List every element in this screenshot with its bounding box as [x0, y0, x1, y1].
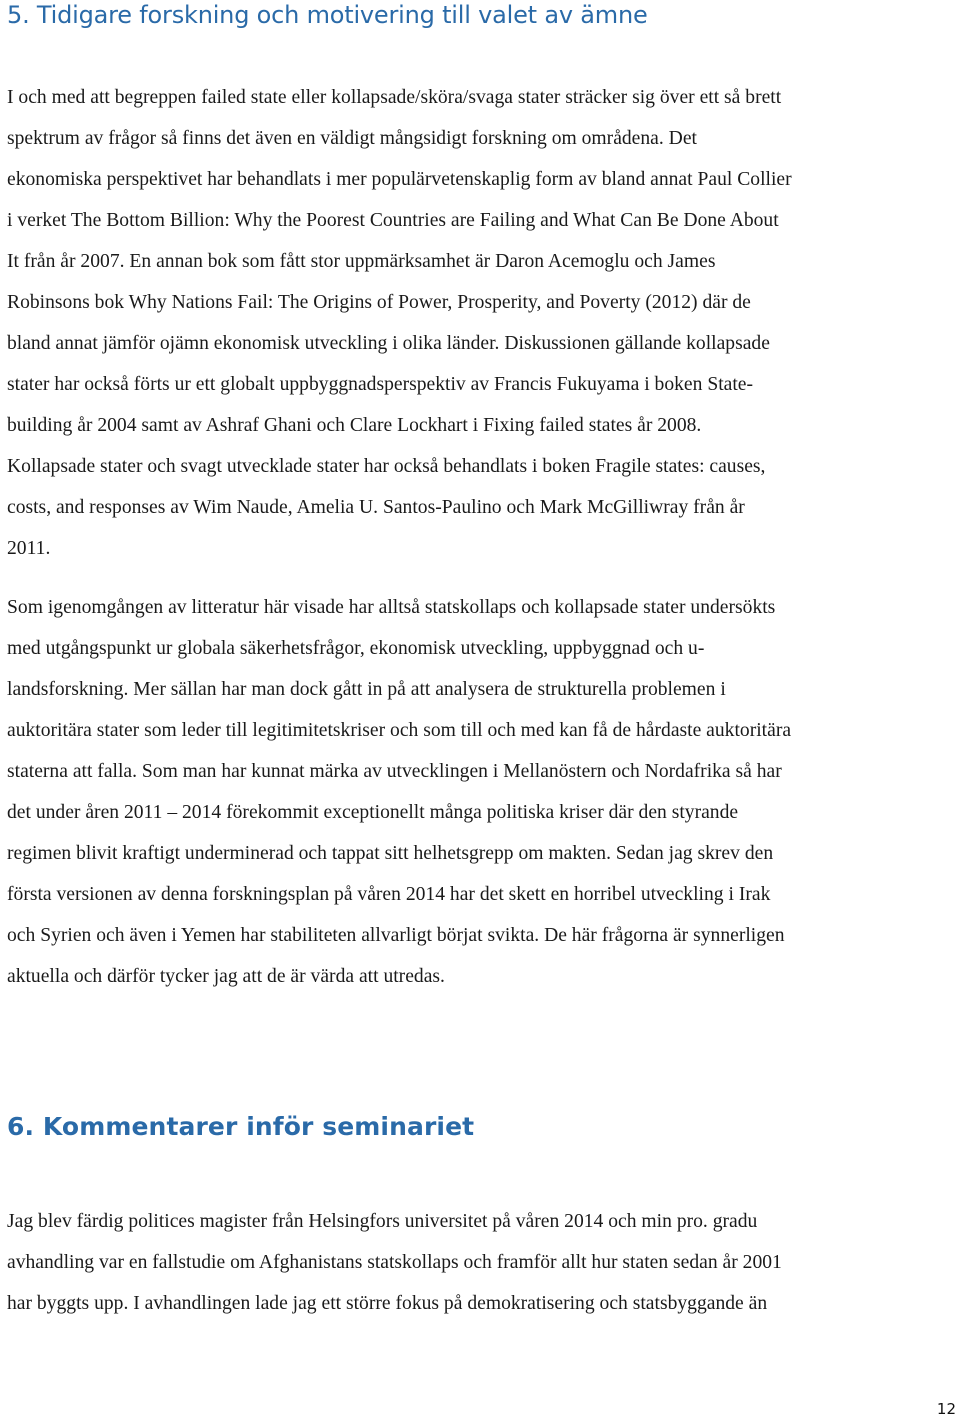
text-line: det under åren 2011 – 2014 förekommit exceptionellt många politiska kriser där den styrande — [7, 802, 739, 823]
text-line: bland annat jämför ojämn ekonomisk utveckling i olika länder. Diskussionen gällande kollapsade — [7, 333, 770, 354]
text-line: avhandling var en fallstudie om Afghanistans statskollaps och framför allt hur staten sedan år 2001 — [7, 1252, 782, 1273]
text-line: aktuella och därför tycker jag att de är värda att utredas. — [7, 966, 445, 987]
text-line: i verket The Bottom Billion: Why the Poorest Countries are Failing and What Can Be Done About — [7, 210, 779, 231]
text-line: building år 2004 samt av Ashraf Ghani och Clare Lockhart i Fixing failed states år 2008. — [7, 415, 702, 436]
text-line: Kollapsade stater och svagt utvecklade stater har också behandlats i boken Fragile states: causes, — [7, 456, 766, 477]
text-line: med utgångspunkt ur globala säkerhetsfrågor, ekonomisk utveckling, uppbyggnad och u- — [7, 638, 705, 659]
section-5-paragraph-2 — [7, 587, 957, 997]
text-line: regimen blivit kraftigt underminerad och tappat sitt helhetsgrepp om makten. Sedan jag skrev den — [7, 843, 774, 864]
text-line: It från år 2007. En annan bok som fått stor uppmärksamhet är Daron Acemoglu och James — [7, 251, 716, 272]
section-6-heading: 6. Kommentarer inför seminariet — [7, 1112, 475, 1141]
text-line: Jag blev färdig politices magister från Helsingfors universitet på våren 2014 och min pro. gradu — [7, 1211, 758, 1232]
text-line: costs, and responses av Wim Naude, Amelia U. Santos-Paulino och Mark McGilliwray från år — [7, 497, 745, 518]
text-line: Robinsons bok Why Nations Fail: The Origins of Power, Prosperity, and Poverty (2012) där de — [7, 292, 751, 313]
page-number: 12 — [936, 1400, 956, 1418]
text-line: och Syrien och även i Yemen har stabiliteten allvarligt börjat svikta. De här frågorna är synnerligen — [7, 925, 785, 946]
text-line: spektrum av frågor så finns det även en väldigt mångsidigt forskning om områdena. Det — [7, 128, 697, 149]
text-line: stater har också förts ur ett globalt uppbyggnadsperspektiv av Francis Fukuyama i boken State- — [7, 374, 754, 395]
text-line: Som igenomgången av litteratur här visade har alltså statskollaps och kollapsade stater undersökts — [7, 597, 776, 618]
text-line: landsforskning. Mer sällan har man dock gått in på att analysera de strukturella problemen i — [7, 679, 726, 700]
section-5-paragraph-1 — [7, 77, 957, 569]
text-line: staterna att falla. Som man har kunnat märka av utvecklingen i Mellanöstern och Nordafrika så har — [7, 761, 782, 782]
text-line: har byggts upp. I avhandlingen lade jag ett större fokus på demokratisering och statsbyggande än — [7, 1293, 768, 1314]
text-line: första versionen av denna forskningsplan på våren 2014 har det skett en horribel utveckling i Irak — [7, 884, 771, 905]
text-line: I och med att begreppen failed state eller kollapsade/sköra/svaga stater sträcker sig över ett så brett — [7, 87, 782, 108]
text-line: ekonomiska perspektivet har behandlats i mer populärvetenskaplig form av bland annat Paul Collier — [7, 169, 792, 190]
section-5-heading: 5. Tidigare forskning och motivering till valet av ämne — [7, 1, 648, 29]
text-line: auktoritära stater som leder till legitimitetskriser och som till och med kan få de hårdaste auktoritära — [7, 720, 792, 741]
text-line: 2011. — [7, 538, 51, 559]
section-6-paragraph-1 — [7, 1201, 957, 1324]
